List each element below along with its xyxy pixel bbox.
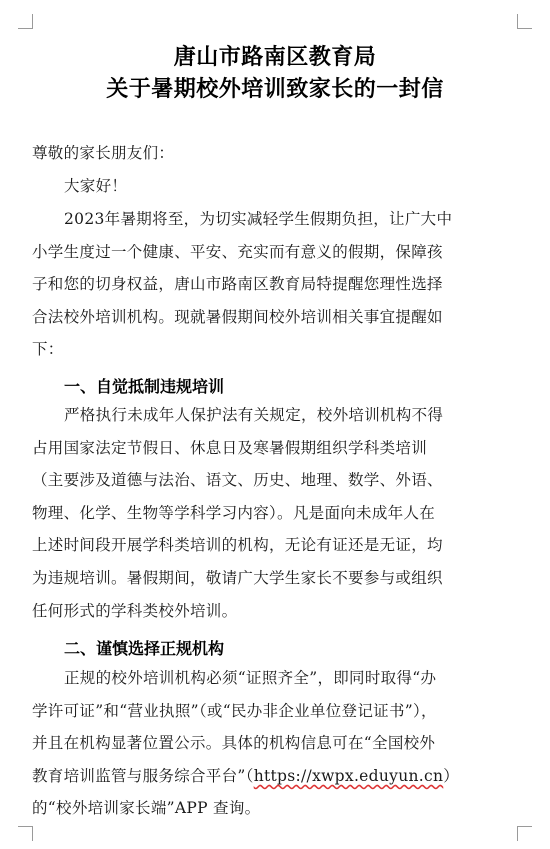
section-2-paragraph xyxy=(32,662,518,825)
greeting: 大家好！ xyxy=(64,177,128,195)
section-2-line-end: ） xyxy=(443,766,460,785)
intro-line: 合法校外培训机构。现就暑假期间校外培训相关事宜提醒如 xyxy=(32,307,443,326)
intro-line: 2023年暑期将至，为切实减轻学生假期负担，让广大中 xyxy=(64,210,453,228)
section-2-heading: 二、谨慎选择正规机构 xyxy=(64,639,225,658)
section-1-line: （主要涉及道德与法治、语文、历史、地理、数学、外语、 xyxy=(32,471,443,490)
crop-mark-bottom-right xyxy=(517,826,532,841)
section-2-line: 的“校外培训家长端”APP 查询。 xyxy=(32,799,261,818)
intro-line: 下： xyxy=(32,340,64,359)
crop-mark-bottom-left xyxy=(18,826,33,841)
crop-mark-top-left xyxy=(18,14,33,29)
section-2-line-text: 教育培训监管与服务综合平台”（ xyxy=(32,766,254,785)
section-2-line: 正规的校外培训机构必须“证照齐全”，即同时取得“办 xyxy=(64,669,437,687)
intro-paragraph xyxy=(32,203,518,366)
section-2-line: 并且在机构显著位置公示。具体的机构信息可在“全国校外 xyxy=(32,734,436,753)
section-1-line: 为违规培训。暑假期间，敬请广大学生家长不要参与或组织 xyxy=(32,568,443,587)
document-title-line-1: 唐山市路南区教育局 xyxy=(173,45,377,70)
section-2-line: 学许可证”和“营业执照”（或“民办非企业单位登记证书”）， xyxy=(32,701,437,720)
intro-line: 小学生度过一个健康、平安、充实而有意义的假期，保障孩 xyxy=(32,242,443,261)
intro-line: 子和您的切身权益，唐山市路南区教育局特提醒您理性选择 xyxy=(32,275,443,294)
section-1-line: 任何形式的学科类校外培训。 xyxy=(32,601,238,620)
salutation: 尊敬的家长朋友们： xyxy=(32,144,175,162)
platform-url-link[interactable]: https://xwpx.eduyun.cn xyxy=(253,766,444,785)
document-title-line-2: 关于暑期校外培训致家长的一封信 xyxy=(106,77,444,102)
crop-mark-top-right xyxy=(517,14,532,29)
section-1-paragraph xyxy=(32,399,518,627)
section-1-line: 上述时间段开展学科类培训的机构，无论有证还是无证，均 xyxy=(32,536,443,555)
section-1-heading: 一、自觉抵制违规培训 xyxy=(64,377,225,396)
section-1-line: 占用国家法定节假日、休息日及寒暑假期组织学科类培训 xyxy=(32,438,428,457)
section-2-line xyxy=(32,760,518,793)
section-1-line: 严格执行未成年人保护法有关规定，校外培训机构不得 xyxy=(64,406,444,424)
section-1-line: 物理、化学、生物等学科学习内容）。凡是面向未成年人在 xyxy=(32,503,436,522)
